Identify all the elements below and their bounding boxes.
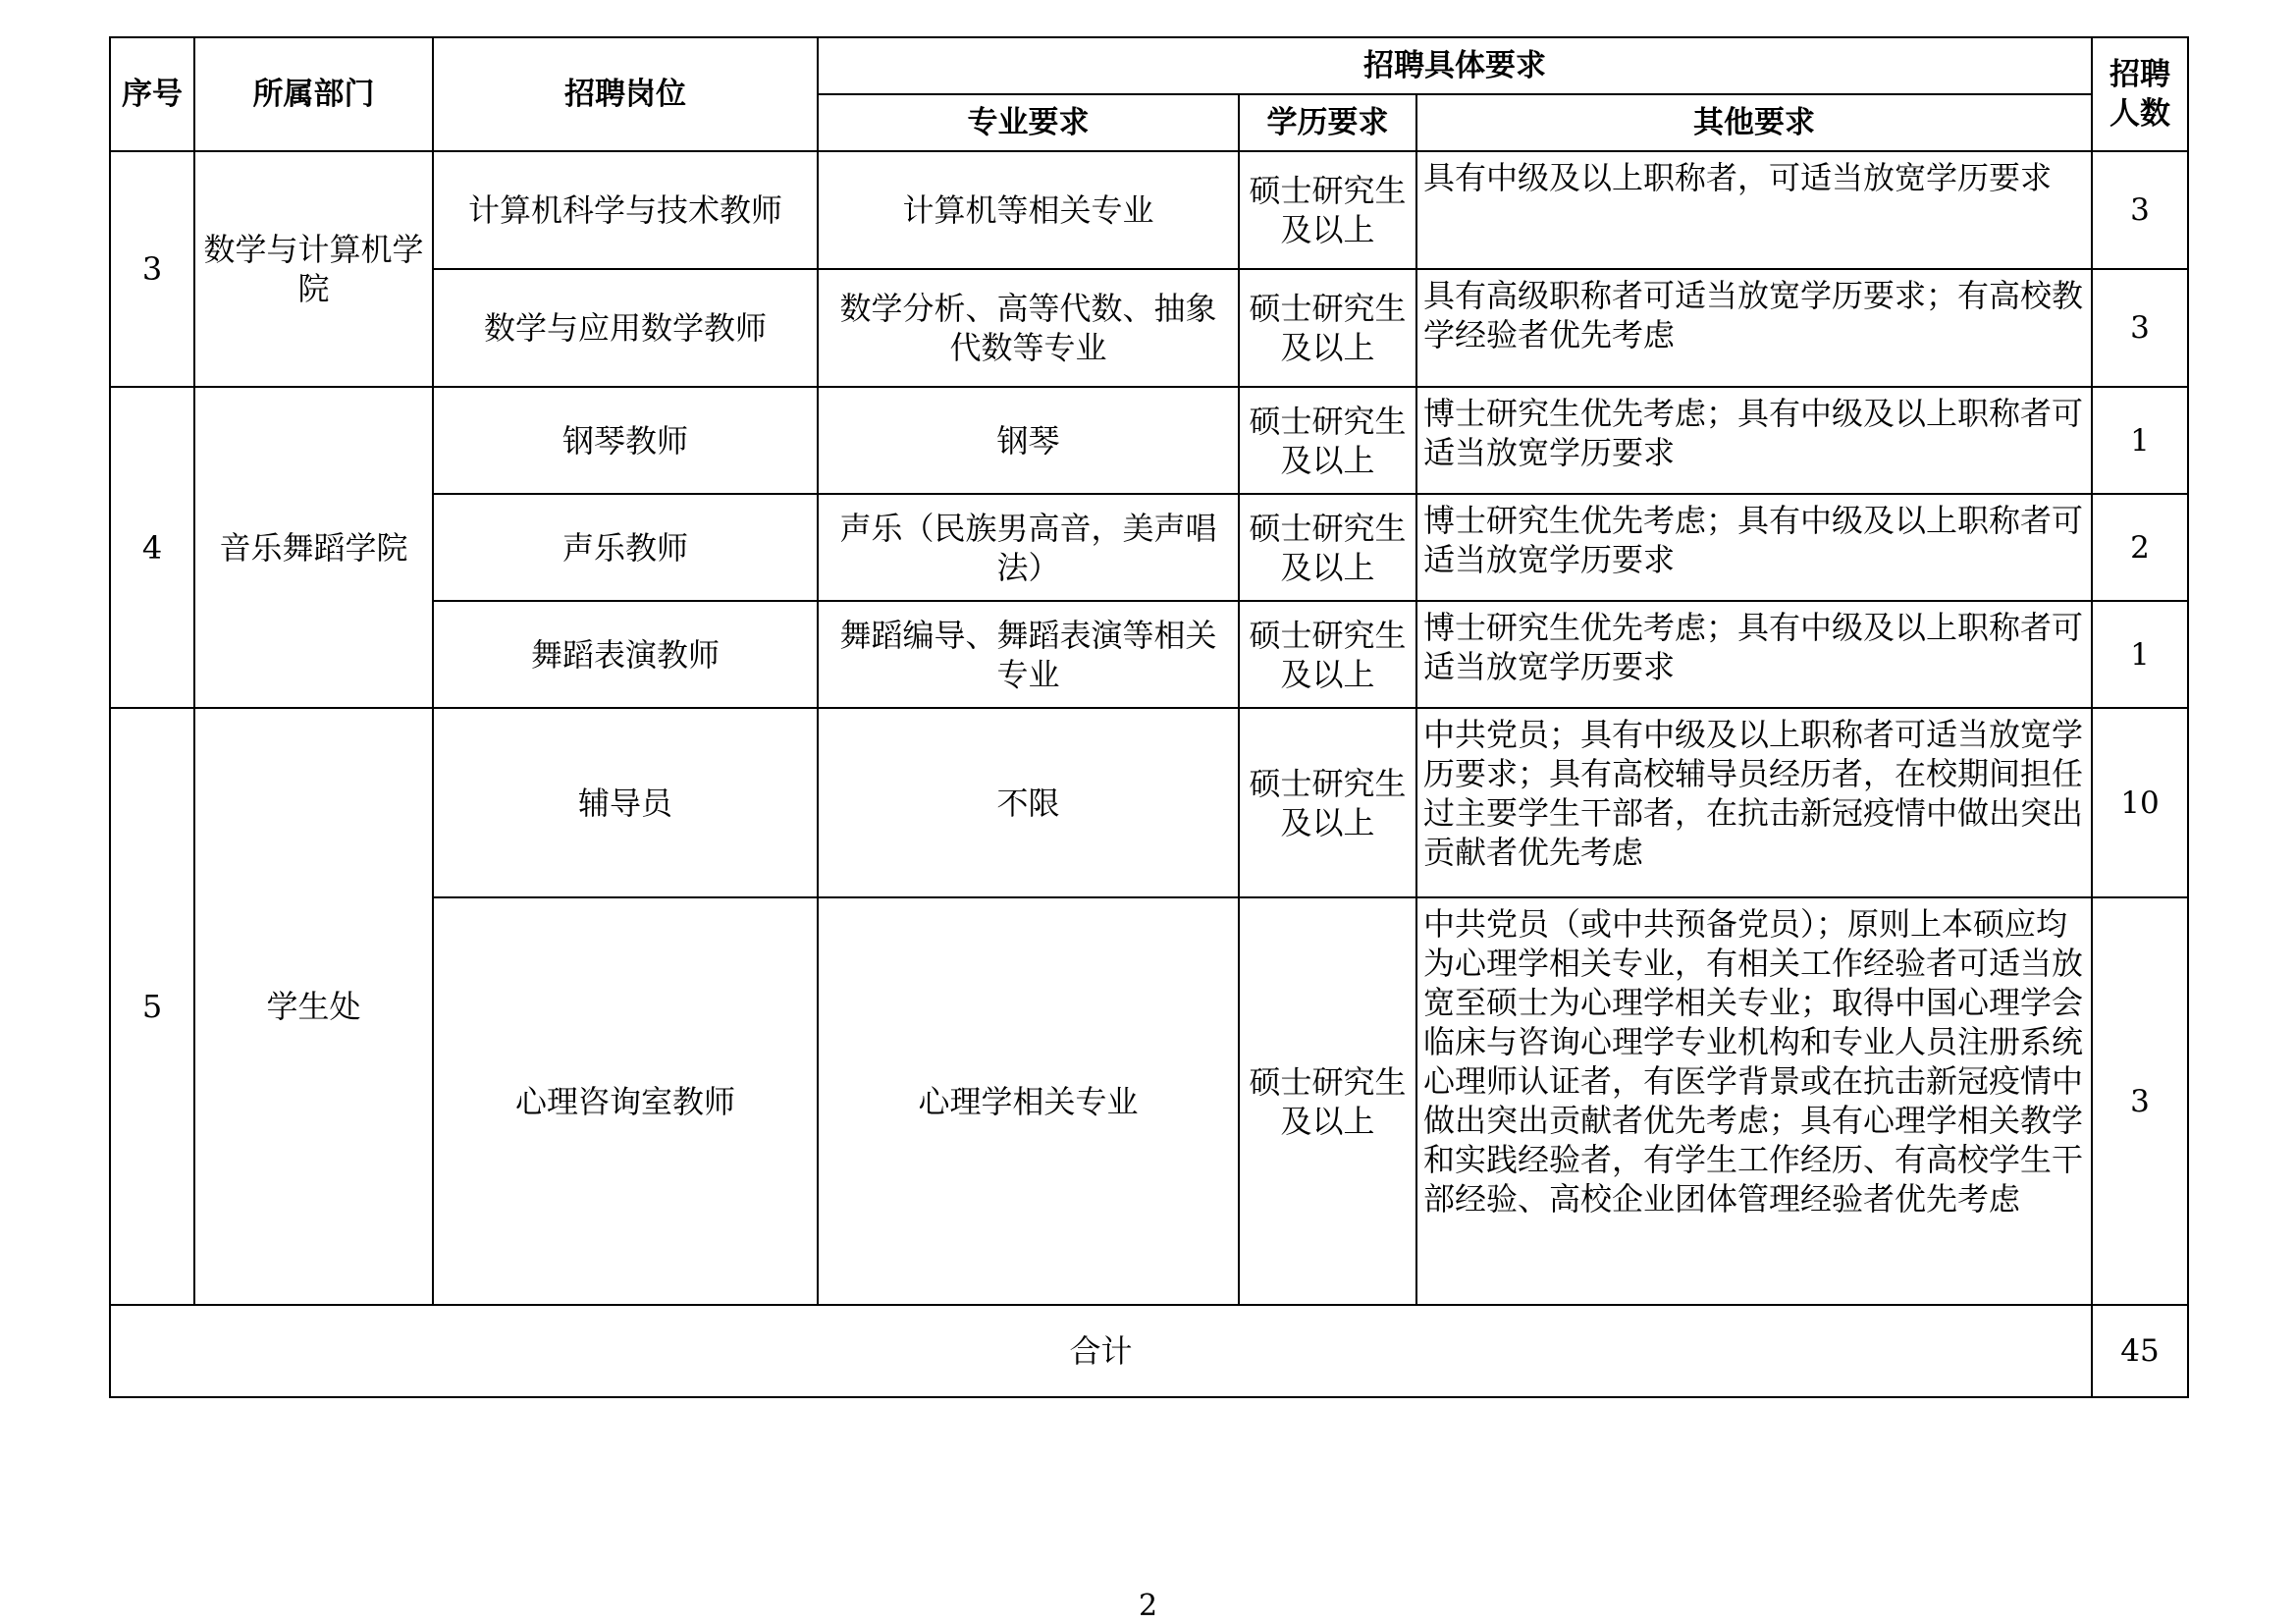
major-cell: 不限 [818, 708, 1239, 897]
page-number: 2 [1138, 1589, 1158, 1623]
seq-cell: 4 [110, 387, 194, 708]
major-cell: 心理学相关专业 [818, 897, 1239, 1305]
header-seq: 序号 [110, 37, 194, 151]
edu-cell: 硕士研究生及以上 [1239, 387, 1416, 494]
other-cell: 博士研究生优先考虑；具有中级及以上职称者可适当放宽学历要求 [1416, 387, 2092, 494]
total-count: 45 [2092, 1305, 2188, 1397]
dept-cell: 音乐舞蹈学院 [194, 387, 433, 708]
other-cell: 具有高级职称者可适当放宽学历要求；有高校教学经验者优先考虑 [1416, 269, 2092, 387]
count-cell: 10 [2092, 708, 2188, 897]
dept-cell: 数学与计算机学院 [194, 151, 433, 387]
post-cell: 心理咨询室教师 [433, 897, 818, 1305]
header-requirements: 招聘具体要求 [818, 37, 2092, 94]
post-cell: 计算机科学与技术教师 [433, 151, 818, 269]
post-cell: 钢琴教师 [433, 387, 818, 494]
count-cell: 3 [2092, 151, 2188, 269]
other-cell: 博士研究生优先考虑；具有中级及以上职称者可适当放宽学历要求 [1416, 601, 2092, 708]
post-cell: 辅导员 [433, 708, 818, 897]
count-cell: 1 [2092, 601, 2188, 708]
major-cell: 计算机等相关专业 [818, 151, 1239, 269]
header-count: 招聘人数 [2092, 37, 2188, 151]
recruitment-table [109, 36, 2189, 1398]
edu-cell: 硕士研究生及以上 [1239, 897, 1416, 1305]
other-cell: 具有中级及以上职称者，可适当放宽学历要求 [1416, 151, 2092, 269]
header-other: 其他要求 [1416, 94, 2092, 151]
header-major: 专业要求 [818, 94, 1239, 151]
count-cell: 2 [2092, 494, 2188, 601]
edu-cell: 硕士研究生及以上 [1239, 601, 1416, 708]
table-row [110, 151, 2188, 269]
table-row [110, 708, 2188, 897]
post-cell: 数学与应用数学教师 [433, 269, 818, 387]
table-body [110, 151, 2188, 1397]
table-header [110, 37, 2188, 151]
post-cell: 舞蹈表演教师 [433, 601, 818, 708]
count-cell: 1 [2092, 387, 2188, 494]
seq-cell: 5 [110, 708, 194, 1305]
other-cell: 中共党员；具有中级及以上职称者可适当放宽学历要求；具有高校辅导员经历者，在校期间担任过主要学生干部者，在抗击新冠疫情中做出突出贡献者优先考虑 [1416, 708, 2092, 897]
header-dept: 所属部门 [194, 37, 433, 151]
major-cell: 钢琴 [818, 387, 1239, 494]
count-cell: 3 [2092, 269, 2188, 387]
other-cell: 博士研究生优先考虑；具有中级及以上职称者可适当放宽学历要求 [1416, 494, 2092, 601]
edu-cell: 硕士研究生及以上 [1239, 494, 1416, 601]
total-label: 合计 [110, 1305, 2092, 1397]
header-post: 招聘岗位 [433, 37, 818, 151]
seq-cell: 3 [110, 151, 194, 387]
major-cell: 舞蹈编导、舞蹈表演等相关专业 [818, 601, 1239, 708]
header-edu: 学历要求 [1239, 94, 1416, 151]
major-cell: 声乐（民族男高音，美声唱法） [818, 494, 1239, 601]
other-cell: 中共党员（或中共预备党员）；原则上本硕应均为心理学相关专业，有相关工作经验者可适当放宽至硕士为心理学相关专业；取得中国心理学会临床与咨询心理学专业机构和专业人员注册系统心理师认证者，有医学背景或在抗击新冠疫情中做出突出贡献者优先考虑；具有心理学相关教学和实践经验者，有学生工作经历、有高校学生干部经验、高校企业团体管理经验者优先考虑 [1416, 897, 2092, 1305]
post-cell: 声乐教师 [433, 494, 818, 601]
edu-cell: 硕士研究生及以上 [1239, 269, 1416, 387]
dept-cell: 学生处 [194, 708, 433, 1305]
major-cell: 数学分析、高等代数、抽象代数等专业 [818, 269, 1239, 387]
count-cell: 3 [2092, 897, 2188, 1305]
table-row [110, 387, 2188, 494]
edu-cell: 硕士研究生及以上 [1239, 708, 1416, 897]
total-row [110, 1305, 2188, 1397]
edu-cell: 硕士研究生及以上 [1239, 151, 1416, 269]
